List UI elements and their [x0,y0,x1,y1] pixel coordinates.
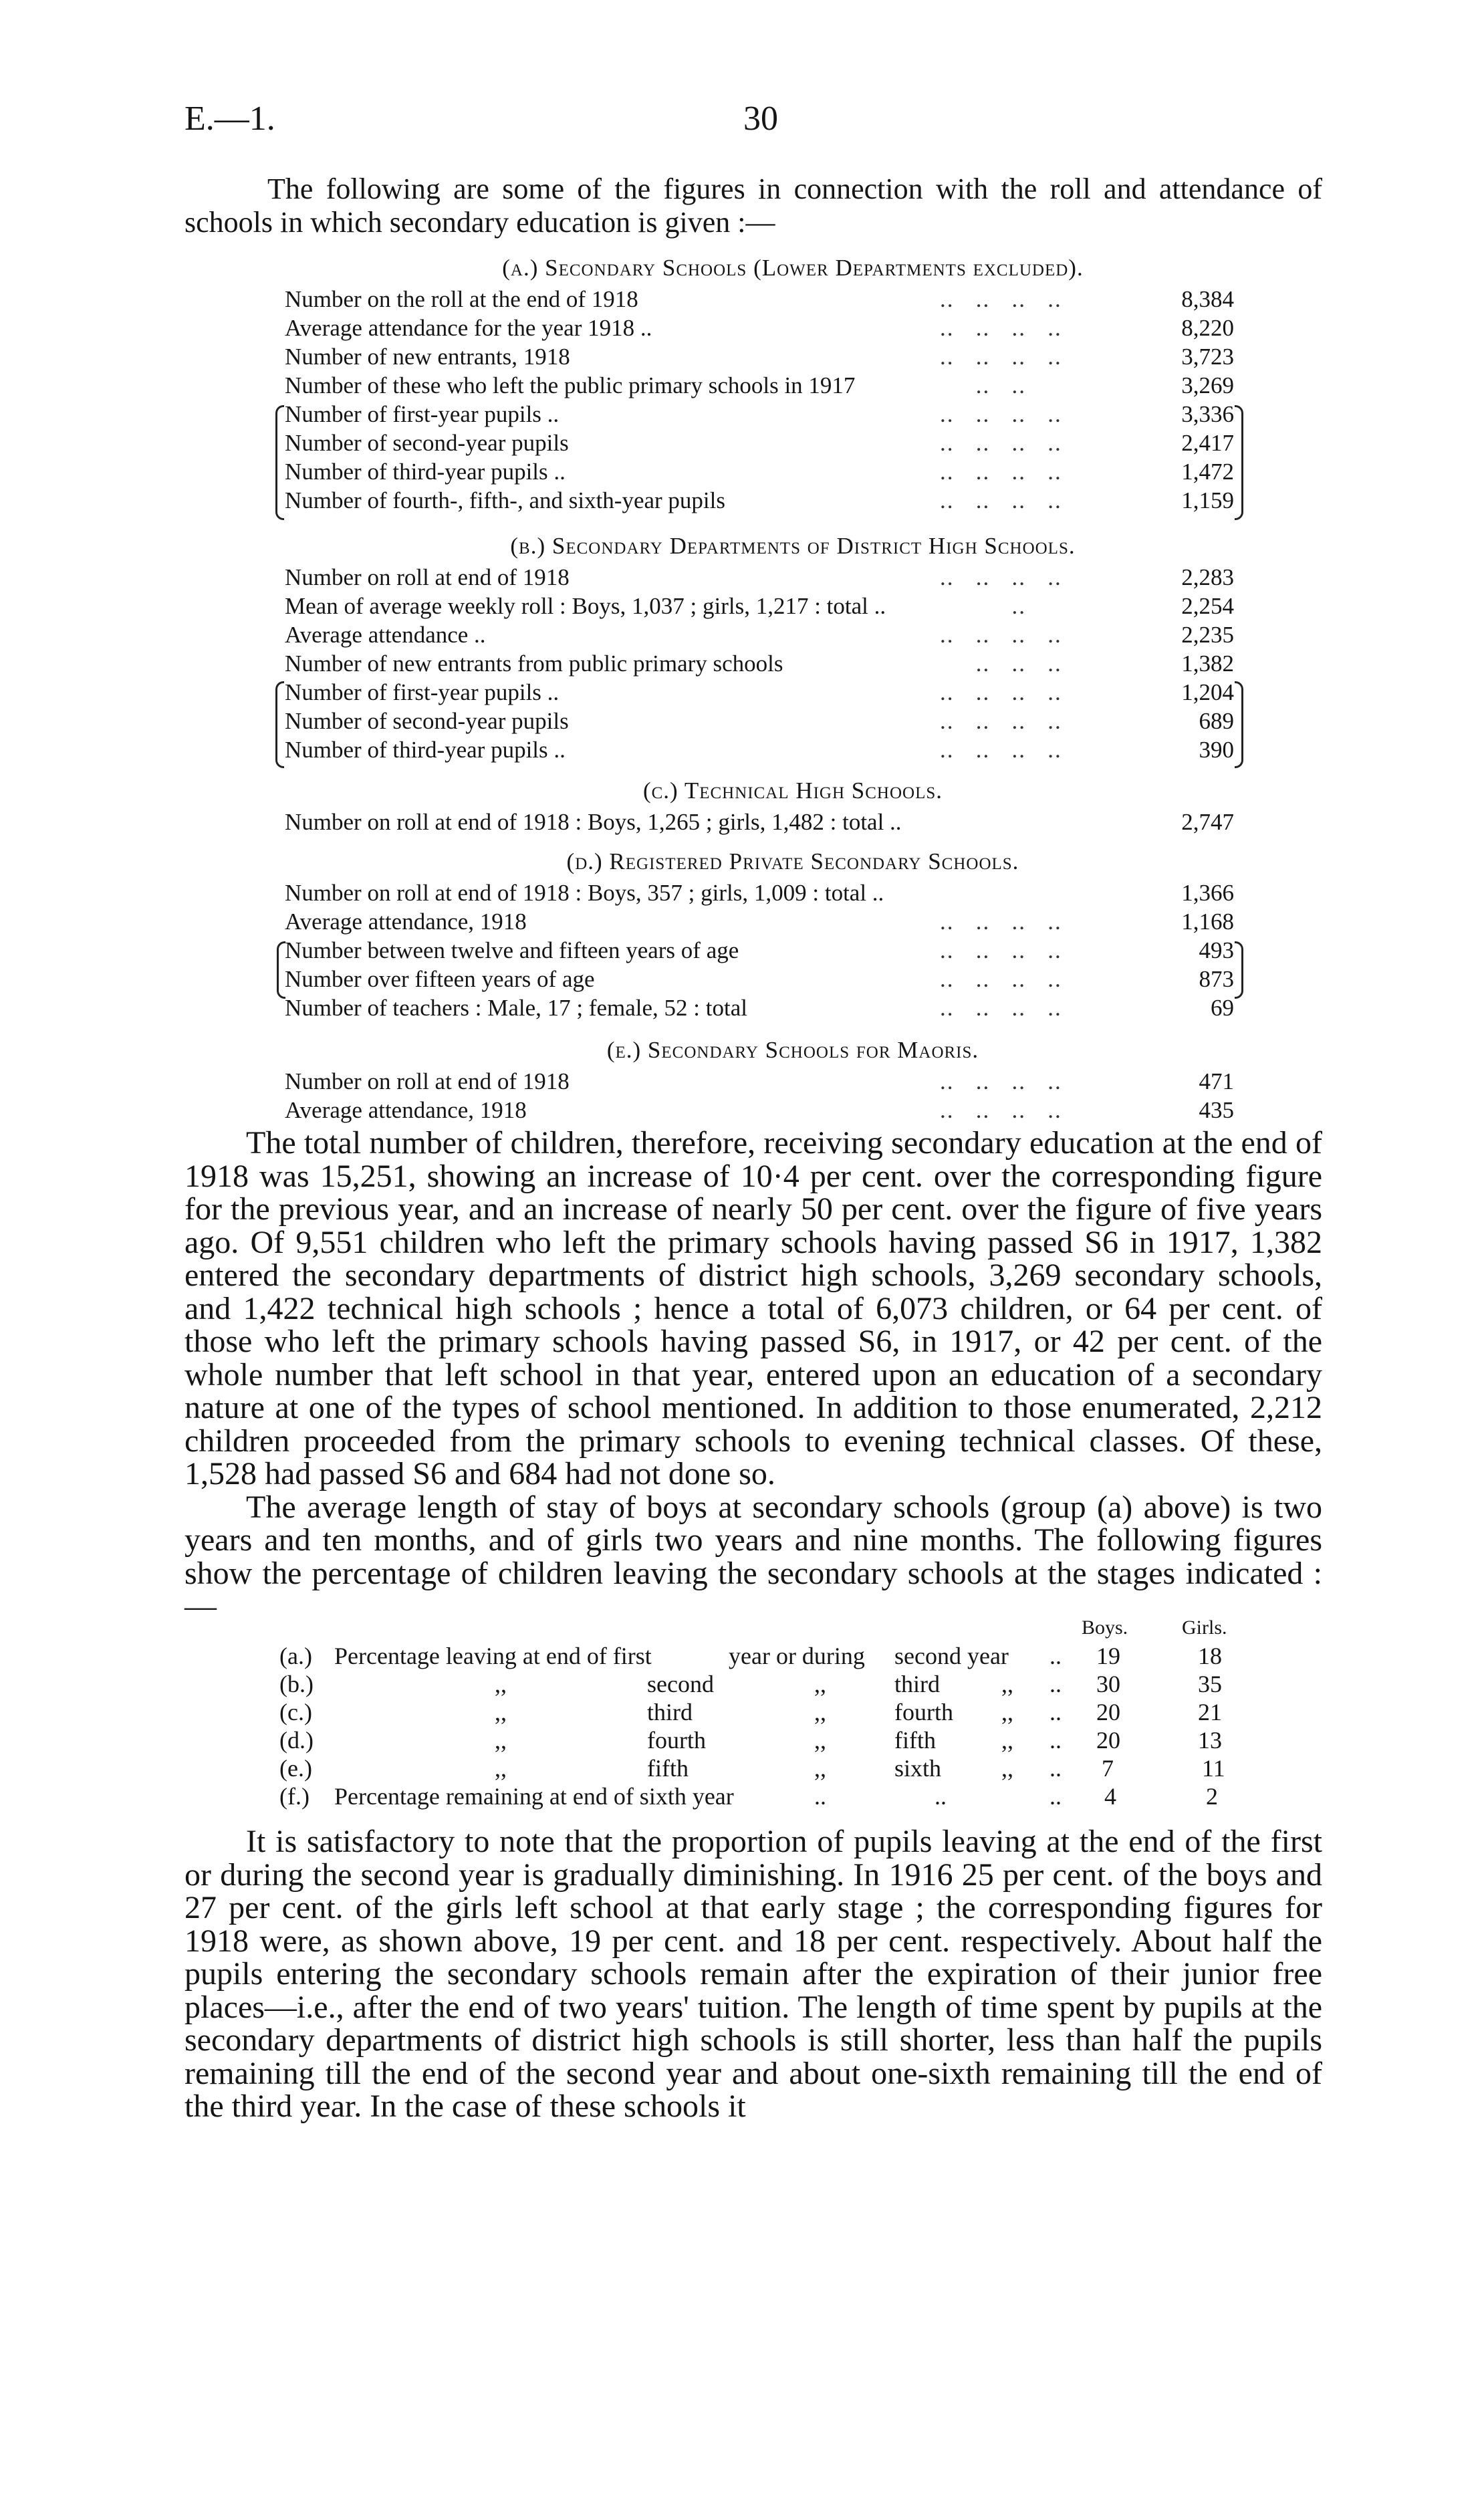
page-header [184,99,1321,146]
table-row: Number on roll at end of 1918 .. .. .. .. 2,283 [285,564,1234,590]
table-row: Number of second-year pupils .. .. .. .. 689 [285,708,1234,734]
right-brace [1235,405,1243,520]
section-title: (b.) Secondary Departments of District High Schools. [510,533,1076,559]
table-row: Number of fourth-, fifth-, and sixth-year pupils .. .. .. .. 1,159 [285,487,1234,513]
table-row: Average attendance .. .. .. .. .. 2,235 [285,622,1234,648]
table-row: Average attendance, 1918 .. .. .. .. 1,168 [285,909,1234,935]
document-reference: E.—1. [184,100,275,138]
table-row: Number of third-year pupils .. .. .. .. .. 390 [285,737,1234,763]
section-title: (c.) Technical High Schools. [642,778,943,804]
table-row: (e.) ,, fifth ,, sixth ,, .. 7 11 [279,1755,1225,1782]
table-row: Number of teachers : Male, 17 ; female, 52 : total .. .. .. .. 69 [285,995,1234,1021]
section-technical-high-schools [285,777,1301,836]
paragraph-average-stay: The average length of stay of boys at secondary schools (group (a) above) is two years and ten months, and of girls two years and nine months. The following figures show the percentage of children leaving the secondary schools at the stages indicated :— [184,1489,1322,1624]
table-row: Number of third-year pupils .. .. .. .. .. 1,472 [285,459,1234,485]
table-row: (d.) ,, fourth ,, fifth ,, .. 20 13 [279,1727,1222,1754]
table-row: Number of first-year pupils .. .. .. .. .. 3,336 [285,401,1234,427]
table-row: (a.) Percentage leaving at end of first year or during second year .. 19 18 [279,1643,1222,1669]
section-title: (d.) Registered Private Secondary Schools. [566,848,1019,874]
table-row: Number of new entrants, 1918 .. .. .. .. 3,723 [285,344,1234,370]
table-row: Number of first-year pupils .. .. .. .. .. 1,204 [285,679,1234,705]
paragraph-proportion-leaving: It is satisfactory to note that the proportion of pupils leaving at the end of the first or during the second year is gradually diminishing. In 1916 25 per cent. of the boys and 27 per cent. of the girls left school at that early stage ; the corresponding figures for 1918 were, as shown above, 19 per cent. and 18 per cent. respectively. About half the pupils entering the secondary schools remain after the expiration of their junior free places—i.e., after the end of two years' tuition. The length of time spent by pupils at the secondary departments of district high schools is still shorter, less than half the pupils remaining till the end of the second year and about one-sixth remaining till the end of the third year. In the case of these schools it [184,1824,1322,2124]
table-row: Number on roll at end of 1918 .. .. .. .. 471 [285,1068,1234,1094]
body-paragraphs [184,1126,1322,1623]
table-row: Number over fifteen years of age .. .. .. .. 873 [285,966,1234,992]
table-row: (c.) ,, third ,, fourth ,, .. 20 21 [279,1699,1222,1725]
table-row: Number on the roll at the end of 1918 .. .. .. .. 8,384 [285,286,1234,312]
intro-paragraph: The following are some of the figures in connection with the roll and attendance of schools in which secondary education is given :— [184,172,1322,239]
table-row: Number of these who left the public primary schools in 1917 .. .. 3,269 [285,372,1234,398]
right-brace [1235,941,1243,999]
table-row: Average attendance for the year 1918 .. .. .. .. .. 8,220 [285,315,1234,341]
column-header-girls: Girls. [1182,1617,1227,1639]
table-row: Number of second-year pupils .. .. .. .. 2,417 [285,430,1234,456]
table-row: Mean of average weekly roll : Boys, 1,037 ; girls, 1,217 : total .. .. 2,254 [285,593,1234,619]
table-row: Number of new entrants from public primary schools .. .. .. 1,382 [285,650,1234,677]
left-brace [275,681,284,768]
section-secondary-schools [285,254,1301,515]
paragraph-total-children: The total number of children, therefore, receiving secondary education at the end of 1918 was 15,251, showing an increase of 10·4 per cent. over the corresponding figure for the previous year, and an increase of nearly 50 per cent. over the figure of five years ago. Of 9,551 children who left the primary schools having passed S6 in 1917, 1,382 entered the secondary departments of district high schools, 3,269 secondary schools, and 1,422 technical high schools ; hence a total of 6,073 children, or 64 per cent. of those who left the primary schools having passed S6, in 1917, or 42 per cent. of the whole number that left school in that year, entered upon an education of a secondary nature at one of the types of school mentioned. In addition to those enumerated, 2,212 children proceeded from the primary schools to evening technical classes. Of these, 1,528 had passed S6 and 684 had not done so. [184,1125,1322,1491]
left-brace [275,405,284,520]
section-private-secondary-schools [285,848,1301,1022]
right-brace [1235,681,1243,768]
table-row: Number between twelve and fifteen years of age .. .. .. .. 493 [285,937,1234,963]
table-header [279,1617,1322,1642]
table-row: (b.) ,, second ,, third ,, .. 30 35 [279,1671,1222,1697]
leaving-stages-table [279,1617,1322,1810]
section-title: (e.) Secondary Schools for Maoris. [606,1037,979,1063]
table-row: Average attendance, 1918 .. .. .. .. 435 [285,1097,1234,1123]
column-header-boys: Boys. [1082,1617,1128,1639]
section-maori-schools [285,1036,1301,1124]
table-row: (f.) Percentage remaining at end of sixth year .. .. .. 4 2 [279,1783,1218,1810]
table-row: Number on roll at end of 1918 : Boys, 1,265 ; girls, 1,482 : total .. 2,747 [285,809,1234,835]
table-row: Number on roll at end of 1918 : Boys, 357 ; girls, 1,009 : total .. 1,366 [285,880,1234,906]
left-brace [277,941,285,999]
body-paragraph-final [184,1825,1322,2123]
page-number: 30 [743,100,778,138]
section-district-high-schools [285,532,1301,764]
section-title: (a.) Secondary Schools (Lower Departments excluded). [502,255,1084,281]
